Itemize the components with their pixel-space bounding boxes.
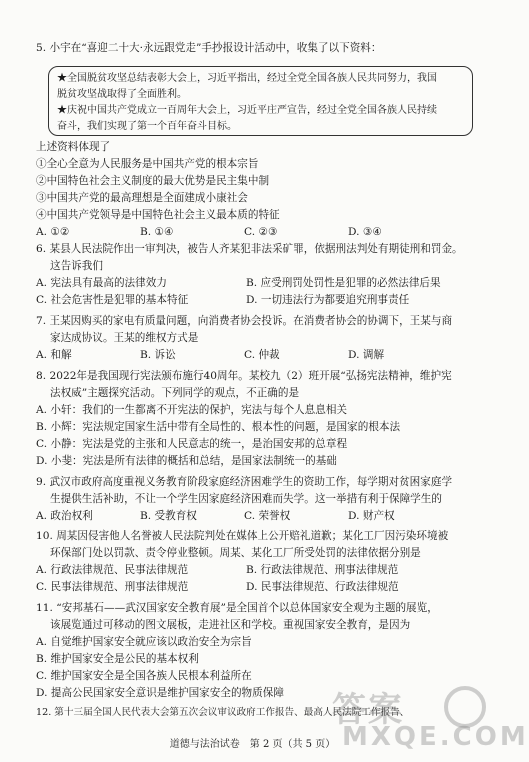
material-line: ★全国脱贫攻坚总结表彰大会上，习近平指出，经过全党全国各族人民共同努力，我国 [57,73,437,84]
question-7-line: 家达成协议。王某的维权方式是 [50,332,199,344]
question-8-line: 法权威”主题探究活动。下列同学的观点，不正确的是 [50,387,300,399]
statement-item: ②中国特色社会主义制度的最大优势是民主集中制 [36,175,270,187]
question-9 [36,474,476,525]
option-d[interactable]: D. 调解 [348,349,385,361]
question-10-options [36,579,476,596]
question-6-options [36,275,476,292]
question-9-line: 9. 武汉市政府高度重视义务教育阶段家庭经济困难学生的资助工作，每学期对贫困家庭学 [36,476,453,488]
question-5-lead: 上述资料体现了 [36,141,111,153]
option-b[interactable]: B. 小辉：宪法规定国家生活中带有全局性的、根本性的问题，是国家的根本法 [36,421,401,433]
question-6-line: 这告诉我们 [50,260,103,272]
option-d[interactable]: D. 一切违法行为都要追究刑事责任 [246,294,410,306]
question-10-line: 环保部门处以罚款、责令停业整顿。周某、某化工厂所受处罚的法律依据分别是 [50,547,421,559]
option-c[interactable]: C. 小静：宪法是党的主张和人民意志的统一，是治国安邦的总章程 [36,438,348,450]
option-b[interactable]: B. ①④ [140,226,174,238]
option-d[interactable]: D. ③④ [348,226,382,238]
material-line: 脱贫攻坚战取得了全面胜利。 [57,89,187,100]
option-d[interactable]: D. 财产权 [348,510,395,522]
question-10 [36,528,476,596]
question-8-line: 8. 2022年是我国现行宪法颁布施行40周年。某校九（2）班开展“弘扬宪法精神，维护宪 [36,370,452,382]
option-c[interactable]: C. 社会危害性是犯罪的基本特征 [36,294,189,306]
question-7-options [36,347,476,364]
option-c[interactable]: C. 荣誉权 [244,510,291,522]
option-a[interactable]: A. 行政法律规范、民事法律规范 [36,564,189,576]
question-5-body [36,139,476,241]
question-6 [36,241,476,309]
statement-item: ③中国共产党的最高理想是全面建成小康社会 [36,192,248,204]
option-b[interactable]: B. 行政法律规范、刑事法律规范 [246,564,399,576]
statement-item: ①全心全意为人民服务是中国共产党的根本宗旨 [36,158,259,170]
watermark-logo: 答案 MXQE.COM [332,682,492,752]
option-d[interactable]: D. 小斐：宪法是所有法律的概括和总结，是国家法制统一的基础 [36,455,337,467]
question-5 [36,40,476,57]
question-7-line: 7. 王某因购买的家电有质量问题，向消费者协会投诉。在消费者协会的协调下，王某与商 [36,315,453,327]
option-c[interactable]: C. 维护国家安全是全国各族人民根本利益所在 [36,670,252,682]
question-6-options [36,292,476,309]
option-c[interactable]: C. 仲裁 [244,349,280,361]
question-12-line: 12. 第十三届全国人民代表大会第五次会议审议政府工作报告、最高人民法院工作报告、 [36,707,410,718]
option-a[interactable]: A. 小轩：我们的一生都离不开宪法的保护，宪法与每个人息息相关 [36,404,348,416]
question-5-options [36,224,476,241]
question-11-line: 该展览通过可移动的图文展板，走进社区和学校。重视国家安全教育，是因为 [50,619,411,631]
option-a[interactable]: A. 政治权利 [36,510,93,522]
option-d[interactable]: D. 提高公民国家安全意识是维护国家安全的物质保障 [36,687,284,699]
option-c[interactable]: C. 民事法律规范、刑事法律规范 [36,581,189,593]
question-11-line: 11. “安邦基石——武汉国家安全教育展”是全国首个以总体国家安全观为主题的展览， [36,602,438,614]
material-line: ★庆祝中国共产党成立一百周年大会上，习近平庄严宣告，经过全党全国各族人民持续 [57,105,437,116]
page-footer: 道德与法治试卷 第 2 页（共 5 页） [169,739,336,750]
option-a[interactable]: A. 自觉维护国家安全就应该以政治安全为宗旨 [36,636,252,648]
statement-item: ④中国共产党领导是中国特色社会主义最本质的特征 [36,209,280,221]
question-5-stem: 5. 小宇在“喜迎二十大·永远跟党走”手抄报设计活动中，收集了以下资料： [36,42,382,54]
option-a[interactable]: A. ①② [36,226,70,238]
option-c[interactable]: C. ②③ [244,226,278,238]
question-9-line: 生提供生活补助，不让一个学生因家庭经济困难而失学。这一举措有利于保障学生的 [50,493,442,505]
question-10-line: 10. 周某因侵害他人名誉被人民法院判处在媒体上公开赔礼道歉；某化工厂因污染环境被 [36,530,449,542]
option-b[interactable]: B. 应受刑罚处罚性是犯罪的必然法律后果 [246,277,441,289]
option-a[interactable]: A. 宪法具有最高的法律效力 [36,277,167,289]
question-5-material-box [48,66,473,136]
question-10-options [36,562,476,579]
question-9-options [36,508,476,525]
option-b[interactable]: B. 诉讼 [140,349,176,361]
option-a[interactable]: A. 和解 [36,349,72,361]
option-d[interactable]: D. 民事法律规范、行政法律规范 [246,581,399,593]
question-6-line: 6. 某县人民法院作出一审判决，被告人齐某犯非法采矿罪，依据刑法判处有期徒刑和罚金。 [36,243,463,255]
material-line: 奋斗，我们实现了第一个百年奋斗目标。 [57,121,237,132]
option-b[interactable]: B. 受教育权 [140,510,197,522]
option-b[interactable]: B. 维护国家安全是公民的基本权利 [36,653,199,665]
question-8 [36,368,476,470]
question-7 [36,313,476,364]
